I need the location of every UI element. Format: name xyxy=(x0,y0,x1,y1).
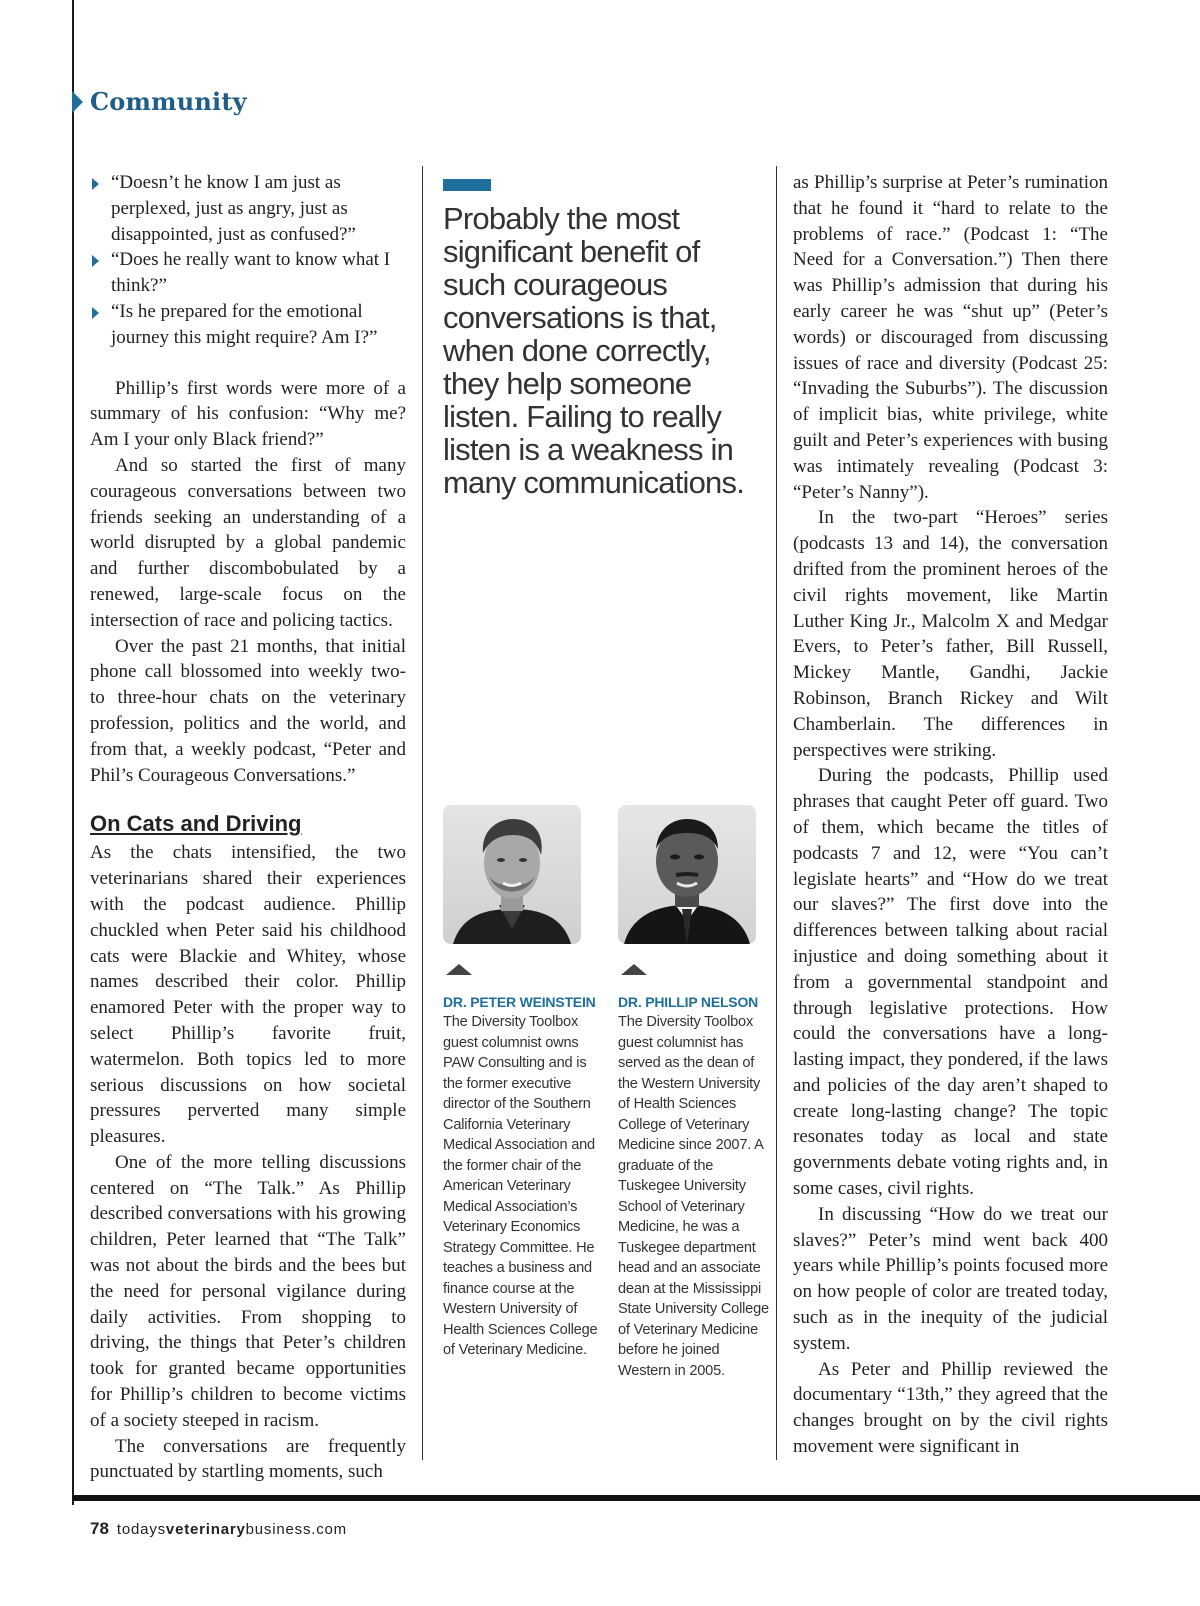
body-paragraph: Over the past 21 months, that initial phone call blossomed into weekly two- to three-hour chats on the veterinary profession, politics and the world, and from that, a weekly podcast, “Peter and Phil’s Courageous Conversations.” xyxy=(90,635,406,786)
bullet-triangle-icon xyxy=(92,178,99,190)
body-paragraph: In the two-part “Heroes” series (podcasts 13 and 14), the conversation drifted from the prominent heroes of the civil rights movement, like Martin Luther King Jr., Malcolm X and Medgar Evers, to Peter’s father, Bill Russell, Mickey Mantle, Gandhi, Jackie Robinson, Branch Rickey and Wilt Chamberlain. The differences in perspectives were striking. xyxy=(793,507,1108,761)
section-header xyxy=(72,87,247,116)
page-number: 78 xyxy=(90,1519,109,1538)
body-paragraph: And so started the first of many courageous conversations between two friends seeking an understanding of a world disrupted by a global pandemic and further discombobulated by a renewed, large-scale focus on the intersection of race and policing tactics. xyxy=(90,454,406,631)
page-footer xyxy=(90,1519,347,1539)
bullet-triangle-icon xyxy=(92,255,99,267)
bullet-triangle-icon xyxy=(92,307,99,319)
list-item: “Is he prepared for the emotional journey this might require? Am I?” xyxy=(90,299,406,351)
author-photo-peter xyxy=(443,805,581,944)
bio-text: The Diversity Toolbox guest columnist owns PAW Consulting and is the former executive director of the Southern California Veterinary Medical Association and the former chair of the American Veterinary Medical Association’s Veterinary Economics Strategy Committee. He teaches a business and finance course at the Western University of Health Sciences College of Veterinary Medicine. xyxy=(443,1014,598,1358)
caption-arrow-icon xyxy=(446,964,472,975)
bio-text: The Diversity Toolbox guest columnist has served as the dean of the Western University of Health Sciences College of Veterinary Medicine since 2007. A graduate of the Tuskegee University School of Veterinary Medicine, he was a Tuskegee department head and an associate dean at the Mississippi State University College of Veterinary Medicine before he joined Western in 2005. xyxy=(618,1014,769,1379)
author-bio-phillip xyxy=(618,993,773,1381)
column-divider xyxy=(776,166,777,1460)
body-paragraph: As Peter and Phillip reviewed the documentary “13th,” they agreed that the changes brought on by the civil rights movement were significant in xyxy=(793,1358,1108,1458)
question-list xyxy=(90,170,406,351)
portrait-image xyxy=(618,805,756,944)
section-title: Community xyxy=(90,87,247,116)
body-paragraph: One of the more telling discussions centered on “The Talk.” As Phillip described conversations with his growing children, Peter learned that “The Talk” was not about the birds and the bees but the need for personal vigilance during daily activities. From shopping to driving, the things that Peter’s children took for granted became opportunities for Phillip’s children to become victims of a society steeped in racism. xyxy=(90,1151,406,1431)
caption-arrow-icon xyxy=(621,964,647,975)
portrait-image xyxy=(443,805,581,944)
triangle-marker-icon xyxy=(72,91,83,113)
column-right xyxy=(793,170,1108,1460)
column-divider xyxy=(422,166,423,1460)
bio-name: DR. PETER WEINSTEIN xyxy=(443,994,596,1010)
author-photo-phillip xyxy=(618,805,756,944)
bio-name: DR. PHILLIP NELSON xyxy=(618,994,759,1010)
list-item: “Doesn’t he know I am just as perplexed, just as angry, just as disappointed, just as confused?” xyxy=(90,170,406,247)
body-paragraph: As the chats intensified, the two veterinarians shared their experiences with the podcast audience. Phillip chuckled when Peter said his childhood cats were Blackie and Whitey, whose names described their color. Phillip enamored Peter with the proper way to select Phillip’s favorite fruit, watermelon. Both topics led to more serious discussions on how societal pressures perverted many simple pleasures. xyxy=(90,842,406,1148)
author-bio-peter xyxy=(443,993,598,1361)
list-item: “Does he really want to know what I think?” xyxy=(90,247,406,299)
left-margin-rule xyxy=(72,0,74,1505)
website-url: todaysveterinarybusiness.com xyxy=(116,1521,347,1538)
body-paragraph: The conversations are frequently punctuated by startling moments, such xyxy=(90,1435,406,1483)
body-paragraph: During the podcasts, Phillip used phrases that caught Peter off guard. Two of them, which became the titles of podcasts 7 and 12, were “You can’t legislate hearts” and “How do we treat our slaves?” The first dove into the differences between talking about racial injustice and doing something about it from a governmental standpoint and through legislative protections. How could the conversations have a long-lasting impact, they pondered, if the laws and policies of the day aren’t shaped to create long-lasting change? The topic resonates today as local and state governments debate voting rights and, in some cases, civil rights. xyxy=(793,765,1108,1200)
pull-quote-accent-bar xyxy=(443,179,491,191)
subheading: On Cats and Driving xyxy=(90,811,302,837)
body-paragraph: Phillip’s first words were more of a summary of his confusion: “Why me? Am I your only Black friend?” xyxy=(90,377,406,451)
pull-quote: Probably the most significant benefit of such courageous conversations is that, when done correctly, they help someone listen. Failing to really listen is a weakness in many communications. xyxy=(443,201,745,500)
column-left xyxy=(90,170,406,1485)
body-paragraph: as Phillip’s surprise at Peter’s rumination that he found it “hard to relate to the problems of race.” (Podcast 1: “The Need for a Conversation.”) Then there was Phillip’s admission that during his early career he was “shut up” (Peter’s words) or discouraged from discussing issues of race and diversity (Podcast 25: “Invading the Suburbs”). The discussion of implicit bias, white privilege, white guilt and Peter’s experiences with busing was intimately revealing (Podcast 3: “Peter’s Nanny”). xyxy=(793,172,1108,503)
body-paragraph: In discussing “How do we treat our slaves?” Peter’s mind went back 400 years while Phillip’s points focused more on how people of color are treated today, such as in the inequity of the judicial system. xyxy=(793,1203,1108,1354)
footer-rule xyxy=(72,1495,1200,1501)
